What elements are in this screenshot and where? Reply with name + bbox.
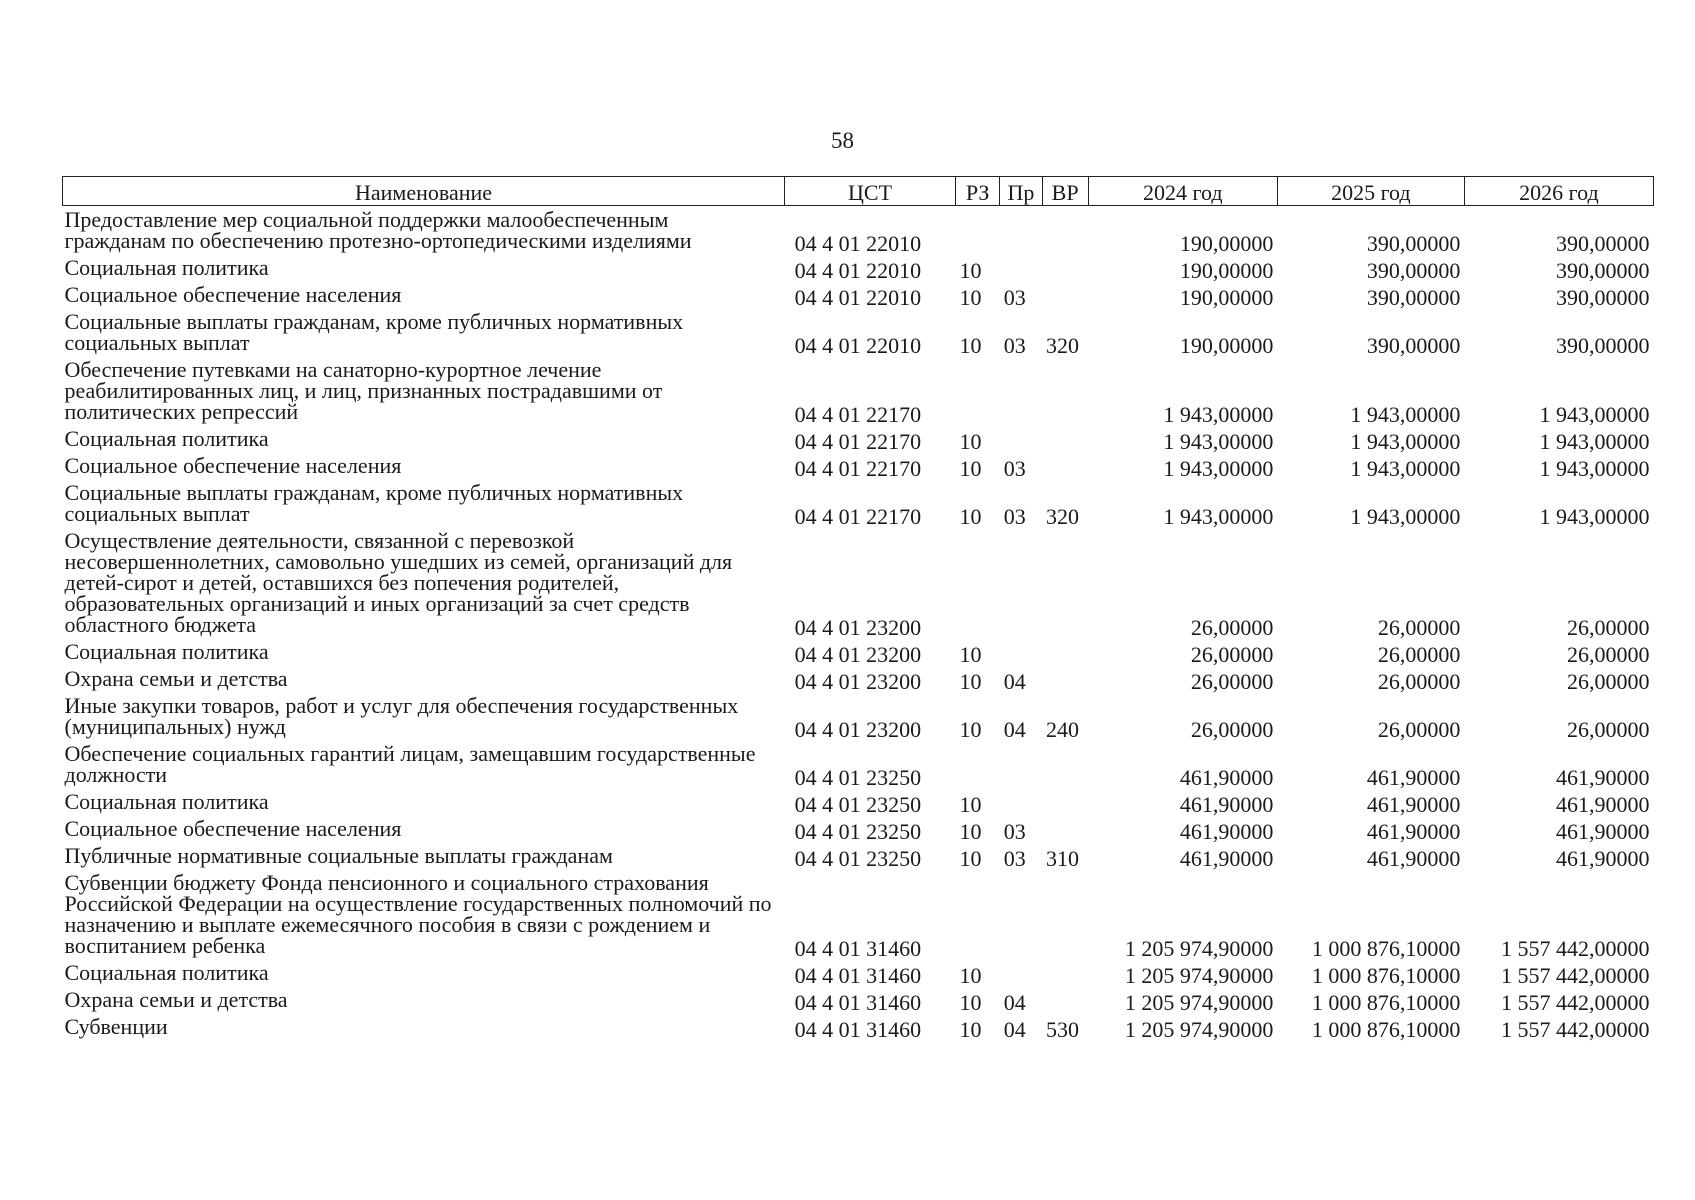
row-amount-2024: 1 205 974,90000	[1124, 936, 1274, 961]
row-cst: 04 4 01 22170	[794, 429, 922, 454]
row-pr	[1000, 638, 1042, 665]
table-row	[63, 692, 1654, 740]
row-amount-2026: 26,00000	[1567, 669, 1650, 694]
header-2024: 2024 год	[1088, 177, 1277, 206]
table-row	[63, 254, 1654, 281]
row-vr: 240	[1046, 717, 1080, 742]
row-pr: 03	[1003, 333, 1026, 358]
row-cst: 04 4 01 23250	[794, 819, 922, 844]
row-pr: 04	[1003, 990, 1026, 1015]
table-row	[63, 479, 1654, 527]
row-pr	[1000, 425, 1042, 452]
row-rz: 10	[959, 333, 982, 358]
header-vr: ВР	[1042, 177, 1088, 206]
table-row	[63, 527, 1654, 638]
row-vr	[1042, 788, 1088, 815]
row-rz: 10	[959, 990, 982, 1015]
row-cst: 04 4 01 23250	[794, 765, 922, 790]
row-amount-2024: 26,00000	[1190, 717, 1274, 742]
row-amount-2026: 390,00000	[1556, 231, 1650, 256]
row-name: Охрана семьи и детства	[64, 666, 288, 691]
row-name: Социальное обеспечение населения	[64, 282, 402, 307]
row-pr	[1000, 254, 1042, 281]
row-rz	[956, 206, 1000, 255]
row-cst: 04 4 01 31460	[794, 963, 922, 988]
row-pr: 04	[1003, 1017, 1026, 1042]
row-name: Субвенции	[64, 1014, 168, 1039]
table-header	[63, 177, 1654, 206]
row-amount-2026: 461,90000	[1556, 792, 1650, 817]
row-vr: 530	[1046, 1017, 1080, 1042]
table-row	[63, 638, 1654, 665]
page-number: 58	[831, 128, 854, 153]
row-name: Социальная политика	[64, 639, 269, 664]
row-cst: 04 4 01 23200	[794, 642, 922, 667]
row-amount-2025: 1 000 876,10000	[1311, 936, 1461, 961]
row-amount-2025: 390,00000	[1366, 258, 1461, 283]
row-cst: 04 4 01 23250	[794, 846, 922, 871]
row-vr	[1042, 638, 1088, 665]
row-amount-2025: 26,00000	[1377, 615, 1461, 640]
table-row	[63, 206, 1654, 255]
row-rz: 10	[959, 504, 982, 529]
row-amount-2026: 1 943,00000	[1539, 504, 1650, 529]
row-amount-2024: 1 943,00000	[1163, 456, 1274, 481]
row-amount-2025: 461,90000	[1366, 765, 1461, 790]
row-name: Социальные выплаты гражданам, кроме публичных нормативных социальных выплат	[64, 309, 684, 355]
row-amount-2025: 1 943,00000	[1350, 402, 1461, 427]
row-amount-2024: 1 205 974,90000	[1124, 963, 1274, 988]
row-name: Охрана семьи и детства	[64, 987, 288, 1012]
row-rz: 10	[959, 258, 982, 283]
row-pr: 04	[1003, 717, 1026, 742]
row-rz: 10	[959, 963, 982, 988]
row-amount-2024: 190,00000	[1179, 333, 1274, 358]
row-amount-2024: 1 943,00000	[1163, 504, 1274, 529]
row-rz: 10	[959, 717, 982, 742]
row-amount-2026: 1 943,00000	[1539, 456, 1650, 481]
row-pr: 03	[1003, 504, 1026, 529]
row-amount-2025: 461,90000	[1366, 846, 1461, 871]
row-cst: 04 4 01 22170	[794, 456, 922, 481]
row-amount-2025: 390,00000	[1366, 231, 1461, 256]
table-row	[63, 959, 1654, 986]
row-amount-2025: 26,00000	[1377, 669, 1461, 694]
row-rz: 10	[959, 1017, 982, 1042]
row-amount-2026: 1 557 442,00000	[1501, 936, 1650, 961]
row-pr: 03	[1003, 846, 1026, 871]
table-row	[63, 740, 1654, 788]
table-row	[63, 815, 1654, 842]
row-vr	[1042, 986, 1088, 1013]
row-pr: 04	[1003, 669, 1026, 694]
row-pr	[1000, 788, 1042, 815]
row-amount-2024: 26,00000	[1190, 642, 1274, 667]
row-vr	[1042, 959, 1088, 986]
row-pr	[1000, 527, 1042, 638]
row-rz: 10	[959, 429, 982, 454]
row-vr	[1042, 281, 1088, 308]
row-pr	[1000, 740, 1042, 788]
row-amount-2025: 461,90000	[1366, 819, 1461, 844]
header-2025: 2025 год	[1277, 177, 1464, 206]
row-vr	[1042, 425, 1088, 452]
header-cst: ЦСТ	[785, 177, 956, 206]
table-row	[63, 1013, 1654, 1040]
row-vr	[1042, 527, 1088, 638]
row-vr	[1042, 665, 1088, 692]
row-amount-2024: 461,90000	[1179, 792, 1274, 817]
row-amount-2026: 461,90000	[1556, 846, 1650, 871]
row-amount-2026: 1 557 442,00000	[1501, 963, 1650, 988]
row-amount-2026: 26,00000	[1567, 642, 1650, 667]
row-rz: 10	[959, 819, 982, 844]
row-vr: 320	[1046, 504, 1080, 529]
row-name: Обеспечение социальных гарантий лицам, замещавшим государственные должности	[64, 741, 756, 787]
header-pr: Пр	[1000, 177, 1042, 206]
table-row	[63, 788, 1654, 815]
row-amount-2024: 190,00000	[1179, 258, 1274, 283]
row-cst: 04 4 01 23200	[794, 615, 922, 640]
table-row	[63, 452, 1654, 479]
row-amount-2024: 26,00000	[1190, 669, 1274, 694]
row-name: Социальная политика	[64, 789, 269, 814]
header-name: Наименование	[63, 177, 785, 206]
row-amount-2026: 1 943,00000	[1539, 429, 1650, 454]
row-cst: 04 4 01 22010	[794, 258, 922, 283]
row-cst: 04 4 01 23200	[794, 669, 922, 694]
row-cst: 04 4 01 22010	[794, 333, 922, 358]
row-amount-2025: 1 943,00000	[1350, 456, 1461, 481]
row-pr	[1000, 356, 1042, 425]
header-2026: 2026 год	[1464, 177, 1653, 206]
row-name: Предоставление мер социальной поддержки малообеспеченным гражданам по обеспечению протезно-ортопедическими изделиями	[64, 207, 692, 253]
row-amount-2024: 461,90000	[1179, 819, 1274, 844]
table-row	[63, 665, 1654, 692]
table-row	[63, 356, 1654, 425]
row-amount-2025: 390,00000	[1366, 285, 1461, 310]
row-pr	[1000, 206, 1042, 255]
row-pr	[1000, 959, 1042, 986]
table-row	[63, 308, 1654, 356]
table-row	[63, 869, 1654, 959]
row-cst: 04 4 01 22010	[794, 285, 922, 310]
row-rz: 10	[959, 669, 982, 694]
row-vr	[1042, 206, 1088, 255]
row-rz: 10	[959, 846, 982, 871]
row-name: Социальная политика	[64, 255, 269, 280]
header-rz: РЗ	[956, 177, 1000, 206]
row-rz	[956, 869, 1000, 959]
row-pr: 03	[1003, 819, 1026, 844]
row-cst: 04 4 01 22010	[794, 231, 922, 256]
row-name: Социальные выплаты гражданам, кроме публичных нормативных социальных выплат	[64, 480, 684, 526]
row-amount-2026: 26,00000	[1567, 717, 1650, 742]
row-vr	[1042, 815, 1088, 842]
row-name: Социальное обеспечение населения	[64, 816, 402, 841]
row-name: Осуществление деятельности, связанной с перевозкой несовершеннолетних, самовольно ушедших из семей, организаций для детей-сирот и детей, оставшихся без попечения родителей, образовательных организаций и иных организаций за счет средств областного бюджета	[64, 528, 733, 637]
row-rz: 10	[959, 792, 982, 817]
row-amount-2026: 26,00000	[1567, 615, 1650, 640]
row-amount-2026: 390,00000	[1556, 258, 1650, 283]
table-row	[63, 281, 1654, 308]
row-rz: 10	[959, 285, 982, 310]
row-amount-2024: 1 205 974,90000	[1124, 990, 1274, 1015]
row-cst: 04 4 01 22170	[794, 504, 922, 529]
row-name: Социальная политика	[64, 960, 269, 985]
row-vr	[1042, 452, 1088, 479]
row-pr: 03	[1003, 456, 1026, 481]
row-name: Иные закупки товаров, работ и услуг для обеспечения государственных (муниципальных) нужд	[64, 693, 739, 739]
row-amount-2024: 190,00000	[1179, 285, 1274, 310]
row-amount-2024: 1 205 974,90000	[1124, 1017, 1274, 1042]
row-pr	[1000, 869, 1042, 959]
row-amount-2024: 26,00000	[1190, 615, 1274, 640]
row-cst: 04 4 01 31460	[794, 1017, 922, 1042]
row-vr	[1042, 869, 1088, 959]
table-body	[63, 206, 1654, 1041]
row-amount-2024: 461,90000	[1179, 765, 1274, 790]
row-amount-2026: 390,00000	[1556, 333, 1650, 358]
row-rz	[956, 527, 1000, 638]
row-amount-2026: 461,90000	[1556, 765, 1650, 790]
row-name: Публичные нормативные социальные выплаты гражданам	[64, 843, 613, 868]
budget-table	[62, 176, 1654, 1040]
row-vr: 320	[1046, 333, 1080, 358]
row-amount-2026: 1 557 442,00000	[1501, 990, 1650, 1015]
row-amount-2025: 1 000 876,10000	[1311, 1017, 1461, 1042]
row-name: Обеспечение путевками на санаторно-курортное лечение реабилитированных лиц, и лиц, признанных пострадавшими от политических репрессий	[64, 357, 663, 424]
row-amount-2025: 1 000 876,10000	[1311, 990, 1461, 1015]
row-rz: 10	[959, 642, 982, 667]
row-cst: 04 4 01 23250	[794, 792, 922, 817]
row-name: Социальная политика	[64, 426, 269, 451]
row-amount-2026: 390,00000	[1556, 285, 1650, 310]
row-cst: 04 4 01 31460	[794, 936, 922, 961]
row-amount-2026: 1 943,00000	[1539, 402, 1650, 427]
row-cst: 04 4 01 31460	[794, 990, 922, 1015]
row-rz	[956, 740, 1000, 788]
row-vr	[1042, 356, 1088, 425]
row-rz	[956, 356, 1000, 425]
table-row	[63, 425, 1654, 452]
row-amount-2026: 1 557 442,00000	[1501, 1017, 1650, 1042]
row-amount-2025: 461,90000	[1366, 792, 1461, 817]
table-row	[63, 842, 1654, 869]
row-amount-2024: 461,90000	[1179, 846, 1274, 871]
row-amount-2024: 1 943,00000	[1163, 402, 1274, 427]
row-amount-2024: 1 943,00000	[1163, 429, 1274, 454]
row-amount-2025: 26,00000	[1377, 642, 1461, 667]
row-amount-2025: 1 000 876,10000	[1311, 963, 1461, 988]
row-amount-2024: 190,00000	[1179, 231, 1274, 256]
row-amount-2025: 1 943,00000	[1350, 429, 1461, 454]
row-amount-2026: 461,90000	[1556, 819, 1650, 844]
row-pr: 03	[1003, 285, 1026, 310]
row-amount-2025: 26,00000	[1377, 717, 1461, 742]
row-vr	[1042, 254, 1088, 281]
row-vr: 310	[1046, 846, 1080, 871]
row-cst: 04 4 01 23200	[794, 717, 922, 742]
row-amount-2025: 390,00000	[1366, 333, 1461, 358]
row-vr	[1042, 740, 1088, 788]
row-name: Субвенции бюджету Фонда пенсионного и социального страхования Российской Федерации на осуществление государственных полномочий по назначению и выплате ежемесячного пособия в связи с рождением и воспитанием ребенка	[64, 870, 772, 958]
row-rz: 10	[959, 456, 982, 481]
table-row	[63, 986, 1654, 1013]
row-amount-2025: 1 943,00000	[1350, 504, 1461, 529]
row-name: Социальное обеспечение населения	[64, 453, 402, 478]
row-cst: 04 4 01 22170	[794, 402, 922, 427]
